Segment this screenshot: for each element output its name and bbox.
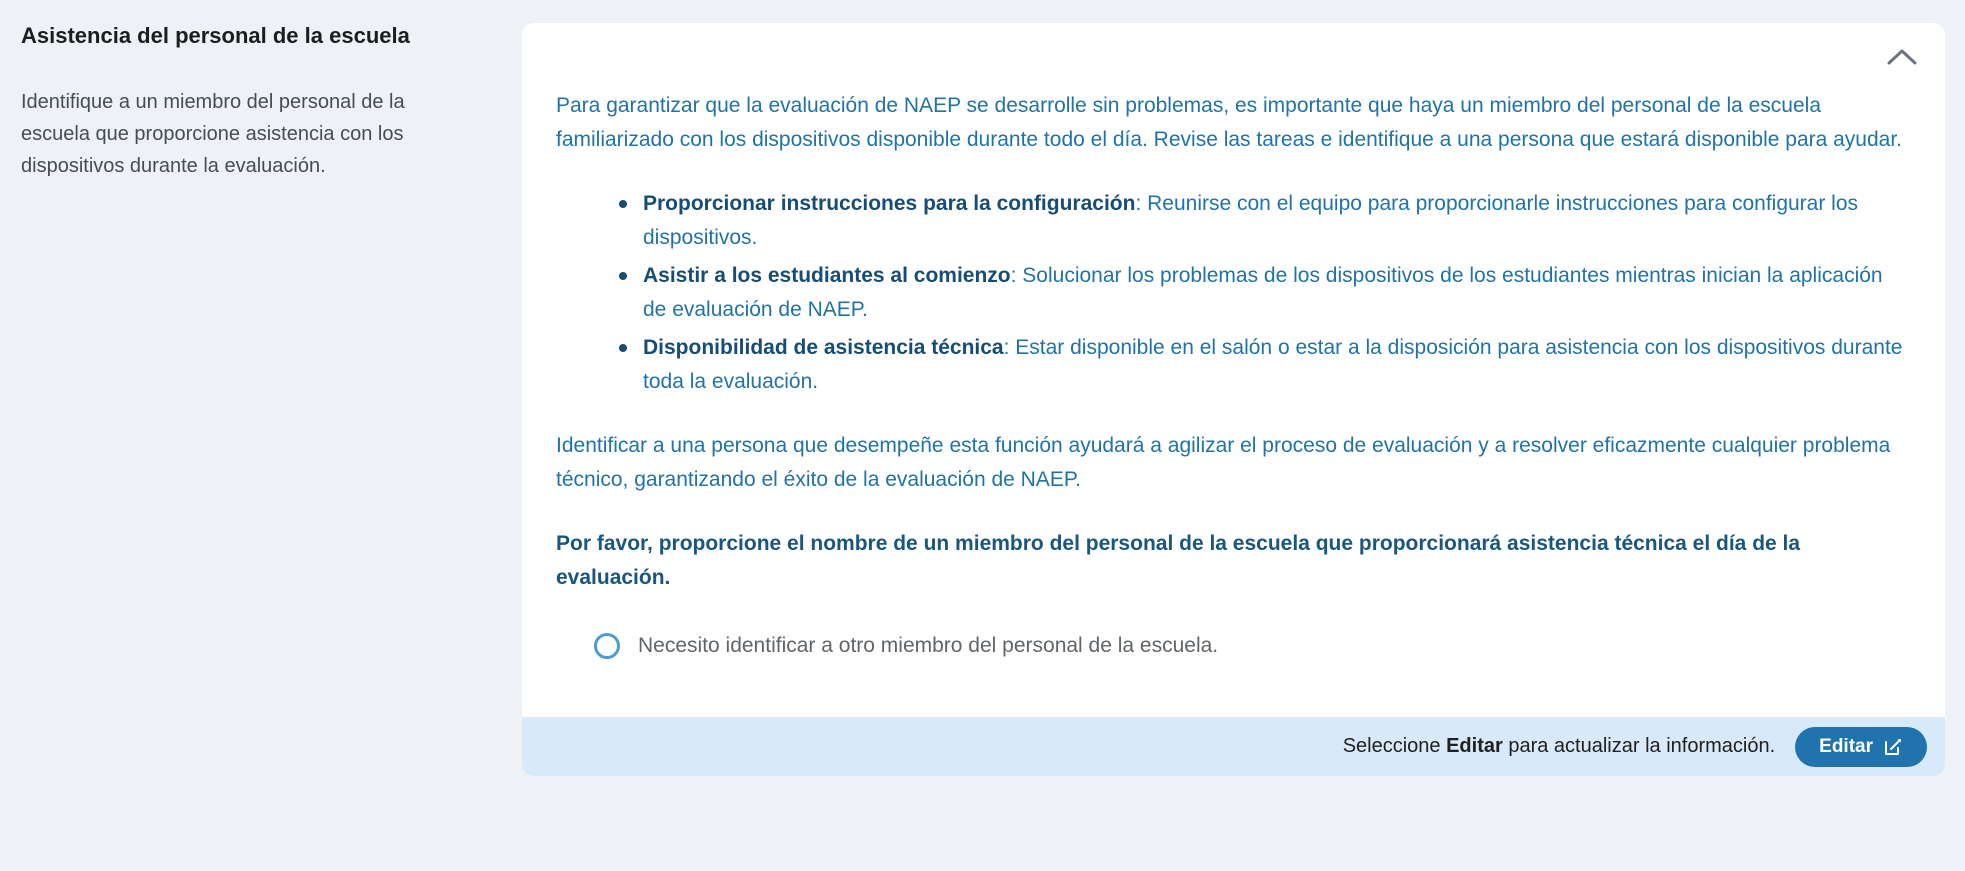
task-lead: Asistir a los estudiantes al comienzo bbox=[643, 264, 1011, 287]
prompt-paragraph: Por favor, proporcione el nombre de un miembro del personal de la escuela que proporcionará asistencia técnica el día de la evaluación. bbox=[556, 532, 1801, 589]
panel-footer bbox=[522, 717, 1945, 776]
task-list bbox=[556, 187, 1909, 399]
collapse-panel-button[interactable] bbox=[1881, 39, 1923, 75]
task-item-availability bbox=[619, 331, 1909, 399]
edit-hint-text bbox=[1343, 735, 1775, 758]
intro-paragraph: Para garantizar que la evaluación de NAEP se desarrolle sin problemas, es importante que haya un miembro del personal de la escuela familiarizado con los dispositivos disponible durante todo el día. Revise las tareas e identifique a una persona que estará disponible para ayudar. bbox=[556, 94, 1903, 151]
task-lead: Disponibilidad de asistencia técnica bbox=[643, 336, 1004, 359]
task-text: : Solucionar los problemas de los dispositivos de los estudiantes mientras inician la aplicación de evaluación de NAEP. bbox=[643, 264, 1883, 321]
radio-identify-other-staff[interactable] bbox=[594, 633, 620, 659]
edit-button[interactable] bbox=[1795, 727, 1927, 767]
task-text: : Reunirse con el equipo para proporcionarle instrucciones para configurar los dispositivos. bbox=[643, 192, 1859, 249]
edit-button-label: Editar bbox=[1819, 735, 1873, 757]
sidebar bbox=[21, 22, 441, 183]
task-text: : Estar disponible en el salón o estar a la disposición para asistencia con los dispositivos durante toda la evaluación. bbox=[643, 336, 1903, 393]
task-item-assist-students bbox=[619, 259, 1909, 327]
panel-header bbox=[522, 23, 1945, 75]
edit-icon bbox=[1883, 737, 1903, 757]
section-title: Asistencia del personal de la escuela bbox=[21, 23, 410, 48]
task-item-setup bbox=[619, 187, 1909, 255]
edit-hint-prefix: Seleccione bbox=[1342, 735, 1447, 757]
school-staff-assistance-panel bbox=[522, 23, 1945, 776]
edit-hint-bold: Editar bbox=[1446, 735, 1503, 757]
section-description: Identifique a un miembro del personal de la escuela que proporcione asistencia con los dispositivos durante la evaluación. bbox=[21, 90, 405, 178]
radio-option-label[interactable]: Necesito identificar a otro miembro del personal de la escuela. bbox=[638, 634, 1219, 657]
panel-content bbox=[522, 75, 1945, 717]
chevron-up-icon bbox=[1885, 55, 1919, 70]
task-lead: Proporcionar instrucciones para la configuración bbox=[643, 192, 1136, 215]
radio-option-row[interactable] bbox=[594, 629, 1909, 717]
closing-paragraph: Identificar a una persona que desempeñe esta función ayudará a agilizar el proceso de evaluación y a resolver eficazmente cualquier problema técnico, garantizando el éxito de la evaluación de NAEP. bbox=[556, 434, 1891, 491]
edit-hint-suffix: para actualizar la información. bbox=[1502, 735, 1776, 757]
